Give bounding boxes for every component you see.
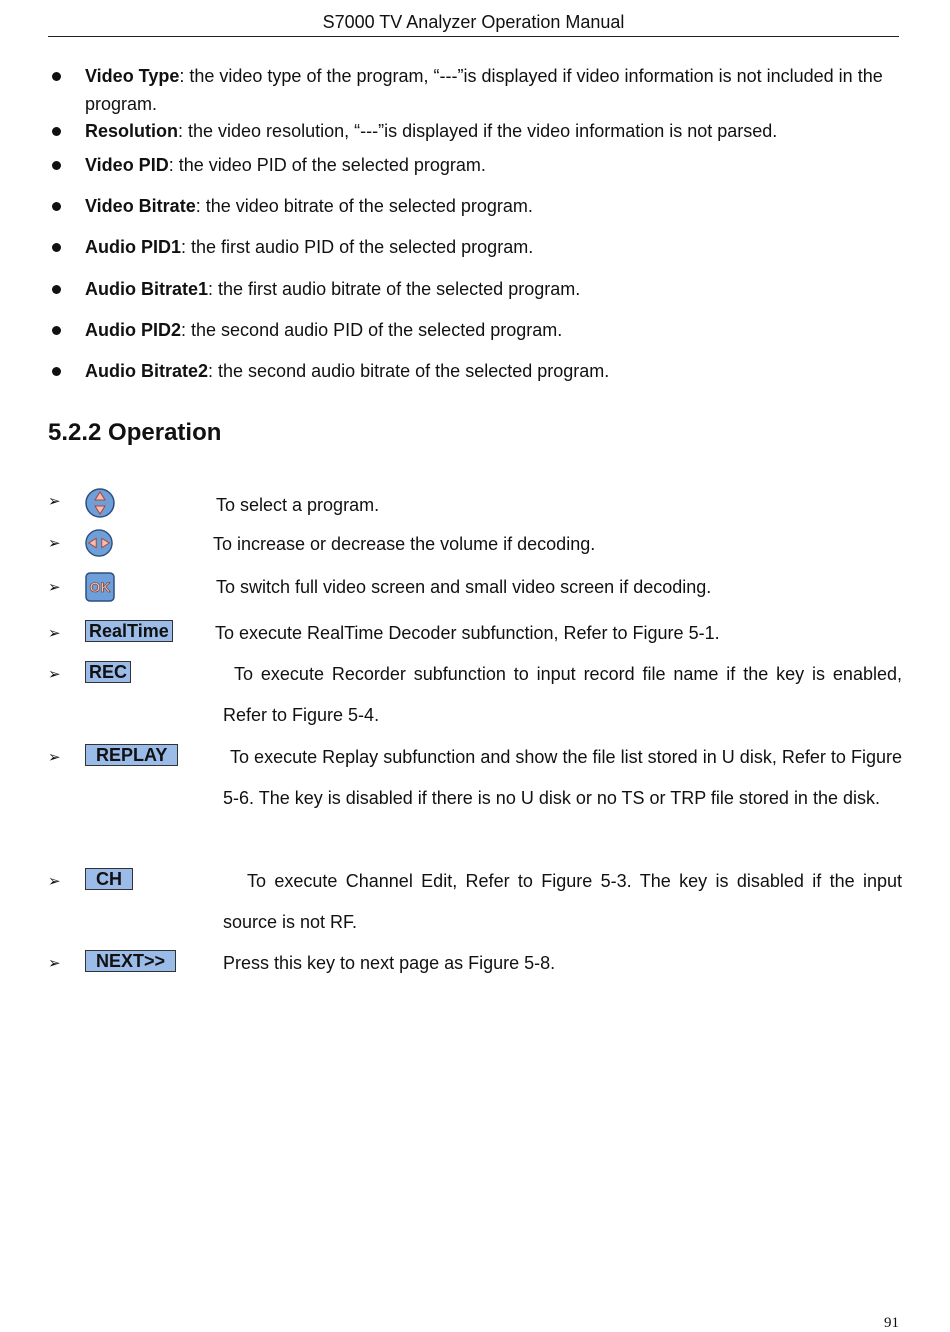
operation-item [48, 620, 908, 646]
list-item [48, 117, 908, 145]
left-right-arrow-icon [85, 529, 113, 562]
bullet-dot [52, 326, 61, 335]
bullet-dot [52, 127, 61, 136]
definition: : the video type of the program, “---”is displayed if video information is not included in the program. [85, 66, 883, 114]
bullet-dot [52, 161, 61, 170]
term: Audio PID1 [85, 237, 182, 257]
next-key[interactable]: NEXT>> [85, 950, 176, 972]
replay-key[interactable]: REPLAY [85, 744, 178, 766]
arrow-bullet-icon: ➢ [48, 493, 61, 510]
bullet-dot [52, 285, 61, 294]
bullet-dot [52, 243, 61, 252]
term: Video PID [85, 155, 169, 175]
operation-description: To execute Replay subfunction and show the file list stored in U disk, Refer to Figure 5-6. The key is disabled if there is no U disk or no TS or TRP file stored in the disk. [223, 747, 902, 808]
list-item [48, 62, 908, 118]
list-item [48, 357, 908, 385]
arrow-bullet-icon: ➢ [48, 749, 61, 766]
operation-description: To increase or decrease the volume if decoding. [213, 534, 596, 554]
definition: : the first audio bitrate of the selected program. [208, 279, 581, 299]
operation-item [48, 744, 908, 854]
bullet-dot [52, 202, 61, 211]
term: Audio Bitrate2 [85, 361, 209, 381]
operation-item [48, 488, 908, 522]
page-number: 91 [884, 1315, 899, 1331]
definition: : the video PID of the selected program. [168, 155, 486, 175]
arrow-bullet-icon: ➢ [48, 535, 61, 552]
operation-item [48, 661, 908, 731]
up-down-arrow-icon [85, 488, 115, 523]
operation-description: To execute RealTime Decoder subfunction, Refer to Figure 5-1. [215, 623, 720, 643]
rec-key[interactable]: REC [85, 661, 131, 683]
definition: : the second audio bitrate of the selected program. [208, 361, 610, 381]
term: Video Bitrate [85, 196, 196, 216]
definition: : the first audio PID of the selected program. [181, 237, 534, 257]
definition: : the second audio PID of the selected program. [181, 320, 563, 340]
header-title: S7000 TV Analyzer Operation Manual [322, 12, 625, 32]
section-title: 5.2.2 Operation [48, 419, 222, 446]
operation-item [48, 950, 908, 976]
ch-key[interactable]: CH [85, 868, 133, 890]
term: Video Type [85, 66, 180, 86]
term: Resolution [85, 121, 178, 141]
list-item [48, 233, 908, 261]
list-item [48, 316, 908, 344]
operation-item [48, 530, 908, 560]
arrow-bullet-icon: ➢ [48, 955, 61, 972]
ok-icon [85, 572, 115, 607]
definition: : the video resolution, “---”is displayed if the video information is not parsed. [178, 121, 778, 141]
arrow-bullet-icon: ➢ [48, 625, 61, 642]
page-header [48, 10, 899, 37]
term: Audio PID2 [85, 320, 182, 340]
operation-description: To execute Channel Edit, Refer to Figure 5-3. The key is disabled if the input source is not RF. [223, 871, 902, 932]
list-item [48, 192, 908, 220]
operation-description: Press this key to next page as Figure 5-8. [223, 953, 556, 973]
operation-description: To switch full video screen and small video screen if decoding. [216, 577, 712, 597]
realtime-key[interactable]: RealTime [85, 620, 173, 642]
operation-description: To select a program. [216, 495, 380, 515]
bullet-dot [52, 367, 61, 376]
term: Audio Bitrate1 [85, 279, 209, 299]
arrow-bullet-icon: ➢ [48, 579, 61, 596]
arrow-bullet-icon: ➢ [48, 666, 61, 683]
bullet-dot [52, 72, 61, 81]
ok-icon-label: OK [89, 579, 111, 595]
operation-item [48, 868, 908, 938]
list-item [48, 151, 908, 179]
list-item [48, 275, 908, 303]
arrow-bullet-icon: ➢ [48, 873, 61, 890]
operation-item [48, 572, 908, 604]
definition: : the video bitrate of the selected program. [195, 196, 533, 216]
operation-description: To execute Recorder subfunction to input record file name if the key is enabled, Refer to Figure 5-4. [223, 664, 902, 725]
